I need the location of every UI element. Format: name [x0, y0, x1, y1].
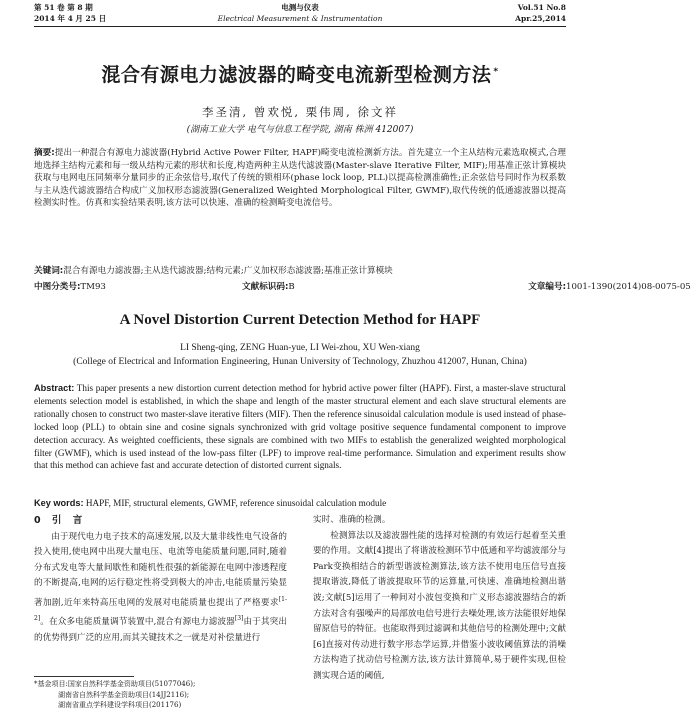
- keywords-en: [34, 497, 566, 509]
- journal-name-en: Electrical Measurement & Instrumentation: [217, 14, 383, 23]
- citation-ref: [1-2]: [34, 595, 287, 623]
- footnote-line: 湖南省重点学科建设学科项目(201176): [58, 701, 182, 709]
- authors-en: LI Sheng-qing, ZENG Huan-yue, LI Wei-zhou, XU Wen-xiang: [180, 343, 420, 353]
- paragraph-continuation: 实时、准确的检测。: [313, 515, 391, 525]
- footnote-divider: [34, 676, 134, 677]
- clc-number: 中图分类号: TM93: [34, 282, 106, 292]
- keywords-label-en: Key words:: [34, 498, 84, 508]
- document-code: 文献标识码: B: [242, 282, 295, 292]
- section-heading-intro: 0 引 言: [34, 515, 87, 526]
- footnote-line: 湖南省自然科学基金资助项目(14JJ2116);: [58, 690, 190, 699]
- journal-volume-en: Vol.51 No.8: [517, 3, 566, 12]
- citation-ref: [3]: [234, 615, 244, 623]
- title-footnote-mark: *: [493, 66, 499, 77]
- keywords-text-cn: 混合有源电力滤波器;主从迭代滤波器;结构元素;广义加权形态滤波器;基准正弦计算模块: [63, 266, 393, 276]
- keywords-text-en: HAPF, MIF, structural elements, GWMF, reference sinusoidal calculation module: [85, 498, 387, 508]
- paper-title-en: A Novel Distortion Current Detection Method for HAPF: [119, 312, 481, 328]
- journal-date-en: Apr.25,2014: [515, 14, 566, 23]
- abstract-text-cn: 提出一种混合有源电力滤波器(Hybrid Active Power Filter, HAPF)畸变电流检测新方法。首先建立一个主从结构元素选取模式,合理地选择主结构元素和每一级从结构元素的形状和长度,构造两种主从迭代滤波器(Master-slave Iterative Filter, MIF);用基准正弦计算模块获取与电网电压同频率分量同步的正余弦信号,取代了传统的锁相环(phase lock loop, PLL)以提高检测准确性;正余弦信号同时作为权系数与主从迭代滤波器结合构成广义加权形态滤波器(Generalized Weighted Morphological Filter, GWMF),取代传统的低通滤波器以提高检测实时性。仿真和实验结果表明,该方法可以快速、准确的检测畸变电流信号。: [34, 148, 567, 209]
- journal-name-cn: 电测与仪表: [281, 3, 319, 12]
- journal-date: 2014 年 4 月 25 日: [34, 14, 107, 23]
- footnote-funding: [34, 679, 294, 711]
- body-column-left: [34, 513, 287, 646]
- authors-cn: 李圣清, 曾欢悦, 栗伟周, 徐文祥: [202, 105, 398, 119]
- paper-title-cn: 混合有源电力滤波器的畸变电流新型检测方法 *: [101, 64, 499, 86]
- affiliation-cn: (湖南工业大学 电气与信息工程学院, 湖南 株洲 412007): [186, 125, 414, 135]
- intro-paragraph: 由于现代电力电子技术的高速发展,以及大量非线性电气设备的投入使用,使电网中出现大量电压、电流等电能质量问题,同时,随着分布式发电等大量间歇性和随机性很强的新能源在电网中渗透程度的不断提高,电网的运行稳定性将受到极大的冲击,电能质量污染显著加剧,近年来特高压电网的发展对电能质量也提出了严格要求[1-2]。在众多电能质量调节装置中,混合有源电力滤波器[3]由于其突出的优势得到广泛的应用,而其关键技术之一就是对补偿量进行: [34, 531, 287, 643]
- footnote-line: *基金项目:国家自然科学基金资助项目(51077046);: [34, 680, 196, 688]
- keywords-label-cn: 关键词:: [34, 266, 64, 276]
- article-number: 文章编号: 1001-1390(2014)08-0075-05: [528, 282, 691, 292]
- abstract-label-cn: 摘要:: [34, 148, 55, 158]
- body-column-right: [313, 513, 566, 685]
- paragraph-methods-review: 检测算法以及滤波器性能的选择对检测的有效运行起着至关重要的作用。文献[4]提出了将谐波检测环节中低通和平均滤波部分与Park变换相结合的新型谐波检测算法,该方法不使用电压信号直接提取谐波,降低了谐波提取环节的运算量,可快速、准确地检测出谐波;文献[5]运用了一种间对小波包变换和广义形态滤波器结合的新方法对含有强噪声的局部放电信号进行去噪处理,该方法能很好地保留原信号的特征。也能取得到过滤调和其他信号的检测处理中;文献[6]直接对传动进行数字形态学运算,并借鉴小波收阈值算法的消噪方法构造了扰动信号检测方法,该方法计算简单,易于硬件实现,但检测实现合适的阈值,: [313, 530, 566, 681]
- affiliation-en: (College of Electrical and Information Engineering, Hunan University of Technology, Zhuzhou 412007, Hunan, China): [73, 357, 527, 367]
- journal-volume: 第 51 卷 第 8 期: [34, 3, 93, 12]
- abstract-text-en: This paper presents a new distortion current detection method for hybrid active power filter (HAPF). First, a master-slave structural elements selection model is established, in which the shape and length of the master structural element and each slave structural elements are rationally chosen to construct two master-slave iterative filters (MIF). Then the reference sinusoidal calculation module is used instead of phase-locked loop (PLL) to obtain sine and cosine signals synchronized with grid voltage positive sequence fundamental component to improve detection accuracy. As weighted coefficients, these signals are combined with two MIFs to establish the generalized weighted morphological filter (GWMF), which is used instead of the low-pass filter (LPF) to improve real-time performance. Simulation and experiment results show that this method can achieve fast and accurate detection of distorted current signals.: [34, 383, 566, 471]
- abstract-cn: [34, 147, 566, 210]
- keywords-cn: [34, 265, 566, 277]
- abstract-label-en: Abstract:: [34, 383, 75, 393]
- header-divider: [34, 26, 566, 27]
- abstract-en: [34, 382, 566, 472]
